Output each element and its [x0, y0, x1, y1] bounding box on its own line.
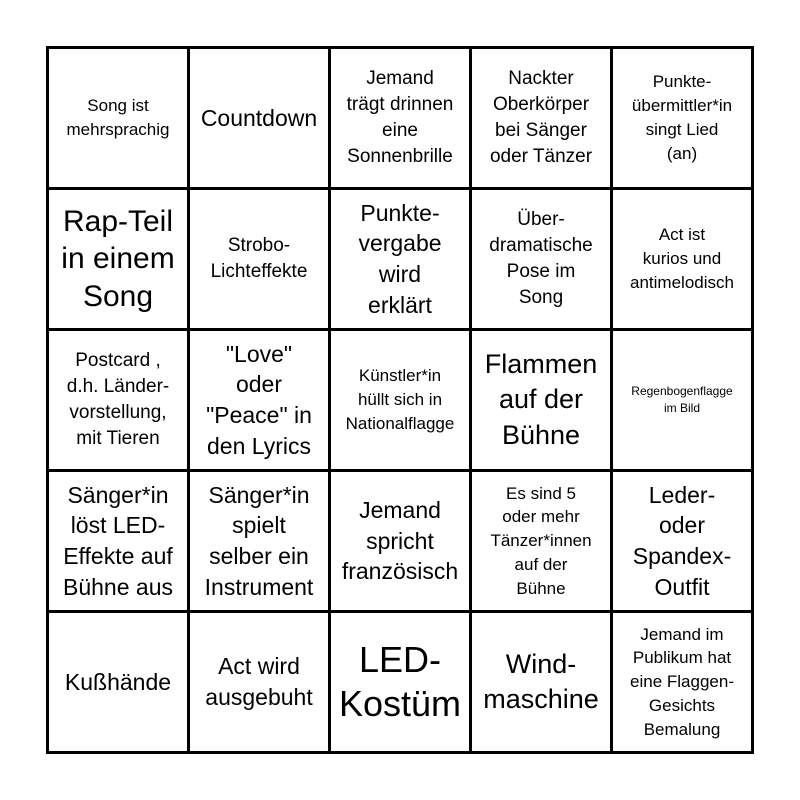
bingo-cell[interactable]	[613, 331, 751, 469]
bingo-cell[interactable]	[49, 331, 187, 469]
bingo-cell[interactable]	[331, 190, 469, 328]
bingo-cell-text: Punkte- vergabe wird erklärt	[358, 199, 442, 318]
bingo-cell[interactable]	[190, 613, 328, 751]
bingo-cell[interactable]	[472, 331, 610, 469]
bingo-cell-text: Nackter Oberkörper bei Sänger oder Tänzer	[489, 67, 593, 168]
bingo-cell-text: Über- dramatische Pose im Song	[489, 208, 593, 309]
bingo-cell-text: Song ist mehrsprachig	[66, 96, 170, 139]
bingo-cell-text: Jemand im Publikum hat eine Flaggen- Gesichts Bemalung	[630, 624, 734, 739]
bingo-cell-text: Countdown	[200, 104, 318, 131]
bingo-cell-text: Jemand spricht französisch	[341, 497, 459, 585]
bingo-cell[interactable]	[472, 472, 610, 610]
bingo-cell-text: Es sind 5 oder mehr Tänzer*innen auf der Bühne	[490, 483, 592, 598]
bingo-cell[interactable]	[613, 49, 751, 187]
bingo-cell-text: Punkte- übermittler*in singt Lied (an)	[631, 72, 733, 163]
bingo-cell[interactable]	[613, 613, 751, 751]
bingo-cell[interactable]	[331, 331, 469, 469]
bingo-cell[interactable]	[190, 331, 328, 469]
bingo-cell-text: Rap-Teil in einem Song	[61, 204, 175, 313]
bingo-cell-text: Sänger*in spielt selber ein Instrument	[204, 481, 314, 600]
bingo-cell[interactable]	[331, 613, 469, 751]
bingo-cell[interactable]	[331, 49, 469, 187]
bingo-cell-text: Leder- oder Spandex- Outfit	[632, 481, 732, 600]
bingo-cell[interactable]	[49, 49, 187, 187]
bingo-cell[interactable]	[472, 190, 610, 328]
bingo-cell-text: "Love" oder "Peace" in den Lyrics	[206, 340, 312, 459]
bingo-cell-text: Flammen auf der Bühne	[484, 349, 598, 450]
bingo-cell[interactable]	[190, 49, 328, 187]
bingo-cell-text: Jemand trägt drinnen eine Sonnenbrille	[346, 67, 454, 168]
bingo-cell-text: Sänger*in löst LED- Effekte auf Bühne aus	[63, 481, 173, 600]
bingo-cell[interactable]	[49, 613, 187, 751]
bingo-cell[interactable]	[613, 190, 751, 328]
bingo-cell[interactable]	[49, 190, 187, 328]
bingo-cell[interactable]	[472, 613, 610, 751]
bingo-cell-text: Act wird ausgebuht	[205, 653, 313, 710]
bingo-cell-text: Regenbogenflagge im Bild	[631, 384, 733, 415]
bingo-cell-text: Künstler*in hüllt sich in Nationalflagge	[345, 366, 455, 433]
bingo-cell[interactable]	[49, 472, 187, 610]
bingo-cell[interactable]	[190, 472, 328, 610]
bingo-cell-text: Kußhände	[64, 668, 172, 695]
bingo-cell[interactable]	[613, 472, 751, 610]
bingo-cell-text: Wind- maschine	[483, 648, 599, 714]
bingo-cell-text: Postcard , d.h. Länder- vorstellung, mit Tieren	[66, 349, 170, 450]
bingo-cell[interactable]	[331, 472, 469, 610]
bingo-cell[interactable]	[190, 190, 328, 328]
bingo-board	[46, 46, 754, 754]
bingo-cell-text: Strobo- Lichteffekte	[210, 234, 308, 282]
bingo-cell-text: Act ist kurios und antimelodisch	[630, 225, 734, 292]
bingo-cell[interactable]	[472, 49, 610, 187]
bingo-cell-text: LED- Kostüm	[338, 639, 462, 724]
